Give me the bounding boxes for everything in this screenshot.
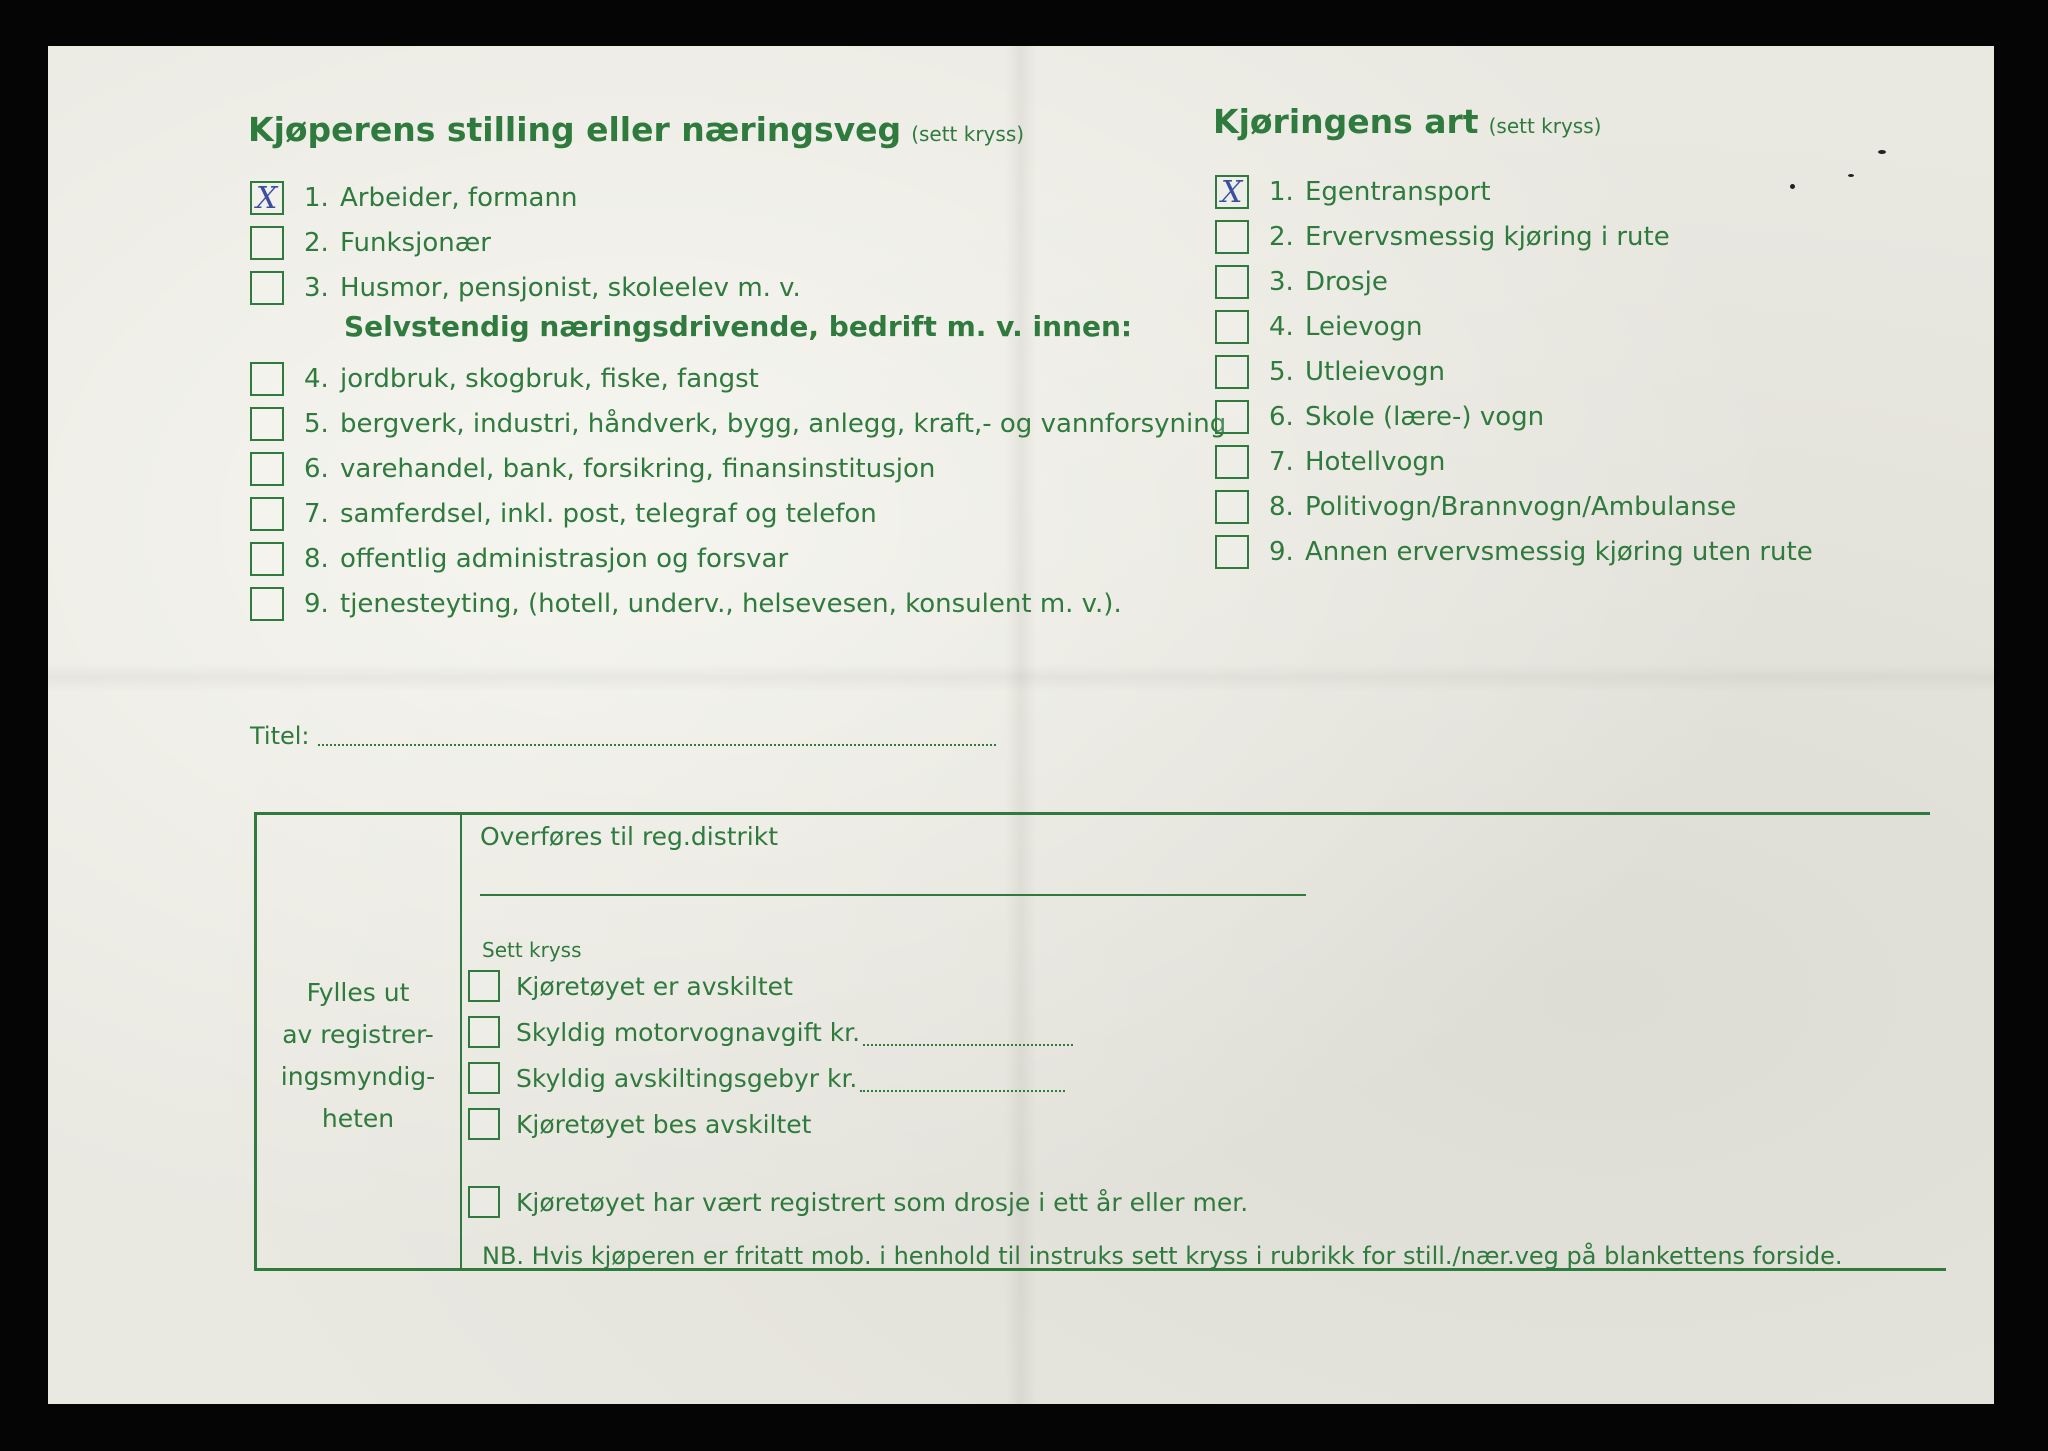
sett-kryss-label: Sett kryss: [482, 938, 582, 962]
checkbox[interactable]: [468, 1108, 500, 1140]
checkbox[interactable]: [250, 181, 284, 215]
option-label: Husmor, pensjonist, skoleelev m. v.: [340, 273, 801, 303]
checkbox[interactable]: [1215, 175, 1249, 209]
checkbox[interactable]: [468, 1062, 500, 1094]
option-label: Politivogn/Brannvogn/Ambulanse: [1305, 492, 1737, 522]
driving-option-4[interactable]: 4. Leievogn: [1215, 307, 1423, 347]
driving-option-3[interactable]: 3. Drosje: [1215, 262, 1388, 302]
buyer-occupation-heading: Kjøperens stilling eller næringsveg (sett kryss): [248, 110, 1025, 149]
occupation-option-2[interactable]: 2. Funksjonær: [250, 223, 491, 263]
occupation-option-3[interactable]: 3. Husmor, pensjonist, skoleelev m. v.: [250, 268, 801, 308]
option-label: Hotellvogn: [1305, 447, 1446, 477]
checkbox[interactable]: [1215, 400, 1249, 434]
ink-speck: [1790, 184, 1795, 189]
option-request-deregistration[interactable]: Kjøretøyet bes avskiltet: [468, 1108, 811, 1140]
option-label: Funksjonær: [340, 228, 491, 258]
ink-speck: [1848, 174, 1854, 177]
checkbox[interactable]: [250, 542, 284, 576]
motor-tax-amount-line[interactable]: [863, 1044, 1073, 1046]
checkbox[interactable]: [1215, 310, 1249, 344]
driving-option-7[interactable]: 7. Hotellvogn: [1215, 442, 1445, 482]
checkbox[interactable]: [250, 226, 284, 260]
checkbox[interactable]: [1215, 220, 1249, 254]
driving-option-1[interactable]: X 1. Egentransport: [1215, 172, 1491, 212]
occupation-option-7[interactable]: 7. samferdsel, inkl. post, telegraf og telefon: [250, 494, 877, 534]
ink-speck: [1878, 150, 1886, 154]
option-label: Ervervsmessig kjøring i rute: [1305, 222, 1670, 252]
option-registered-as-taxi[interactable]: Kjøretøyet har vært registrert som drosje i ett år eller mer.: [468, 1186, 1248, 1218]
checkbox[interactable]: [250, 362, 284, 396]
option-label: Utleievogn: [1305, 357, 1445, 387]
driving-option-2[interactable]: 2. Ervervsmessig kjøring i rute: [1215, 217, 1670, 257]
checkbox[interactable]: [1215, 445, 1249, 479]
checkbox[interactable]: [250, 271, 284, 305]
option-label: Drosje: [1305, 267, 1388, 297]
transfer-district-label: Overføres til reg.distrikt: [480, 822, 779, 851]
option-label: jordbruk, skogbruk, fiske, fangst: [340, 364, 759, 394]
occupation-option-5[interactable]: 5. bergverk, industri, håndverk, bygg, anlegg, kraft,- og vannforsyning: [250, 404, 1226, 444]
transfer-district-input-line[interactable]: [480, 894, 1306, 896]
driving-type-heading: Kjøringens art (sett kryss): [1213, 102, 1602, 141]
occupation-option-6[interactable]: 6. varehandel, bank, forsikring, finansinstitusjon: [250, 449, 935, 489]
checkbox[interactable]: [250, 497, 284, 531]
form-sheet: [48, 46, 1994, 1404]
driving-option-6[interactable]: 6. Skole (lære-) vogn: [1215, 397, 1544, 437]
nb-note: NB. Hvis kjøperen er fritatt mob. i henhold til instruks sett kryss i rubrikk for still./nær.veg på blankettens forside.: [482, 1242, 1843, 1270]
option-label: Egentransport: [1305, 177, 1491, 207]
occupation-option-8[interactable]: 8. offentlig administrasjon og forsvar: [250, 539, 788, 579]
checkbox[interactable]: [1215, 490, 1249, 524]
checkbox[interactable]: [250, 407, 284, 441]
option-label: samferdsel, inkl. post, telegraf og telefon: [340, 499, 877, 529]
table-top-border: [254, 812, 1930, 815]
option-label: Annen ervervsmessig kjøring uten rute: [1305, 537, 1813, 567]
fee-amount-line[interactable]: [860, 1090, 1065, 1092]
table-left-border: [254, 812, 257, 1270]
option-label: Arbeider, formann: [340, 183, 578, 213]
option-label: tjenesteyting, (hotell, underv., helsevesen, konsulent m. v.).: [340, 589, 1122, 619]
handwritten-check-mark: X: [256, 181, 278, 216]
checkbox[interactable]: [1215, 535, 1249, 569]
checkbox[interactable]: [468, 1186, 500, 1218]
option-label: bergverk, industri, håndverk, bygg, anlegg, kraft,- og vannforsyning: [340, 409, 1227, 439]
option-motor-tax-owed[interactable]: Skyldig motorvognavgift kr.: [468, 1016, 860, 1048]
driving-option-5[interactable]: 5. Utleievogn: [1215, 352, 1445, 392]
self-employed-subheading: Selvstendig næringsdrivende, bedrift m. v. innen:: [344, 310, 1133, 343]
option-label: varehandel, bank, forsikring, finansinstitusjon: [340, 454, 936, 484]
table-column-divider: [460, 812, 462, 1270]
title-input-line[interactable]: [318, 744, 996, 746]
checkbox[interactable]: [1215, 265, 1249, 299]
filled-by-authority-label: Fylles ut av registrer- ingsmyndig- heten: [280, 978, 436, 1133]
checkbox[interactable]: [250, 452, 284, 486]
option-deregistration-fee-owed[interactable]: Skyldig avskiltingsgebyr kr.: [468, 1062, 857, 1094]
option-label: offentlig administrasjon og forsvar: [340, 544, 789, 574]
driving-option-9[interactable]: 9. Annen ervervsmessig kjøring uten rute: [1215, 532, 1813, 572]
occupation-option-4[interactable]: 4. jordbruk, skogbruk, fiske, fangst: [250, 359, 759, 399]
checkbox[interactable]: [468, 1016, 500, 1048]
option-deregistered[interactable]: Kjøretøyet er avskiltet: [468, 970, 793, 1002]
driving-option-8[interactable]: 8. Politivogn/Brannvogn/Ambulanse: [1215, 487, 1736, 527]
occupation-option-9[interactable]: 9. tjenesteyting, (hotell, underv., helsevesen, konsulent m. v.).: [250, 584, 1122, 624]
option-label: Skole (lære-) vogn: [1305, 402, 1545, 432]
checkbox[interactable]: [1215, 355, 1249, 389]
handwritten-check-mark: X: [1221, 175, 1243, 210]
occupation-option-1[interactable]: X 1. Arbeider, formann: [250, 178, 577, 218]
option-label: Leievogn: [1305, 312, 1423, 342]
title-label: Titel:: [250, 722, 310, 750]
checkbox[interactable]: [468, 970, 500, 1002]
checkbox[interactable]: [250, 587, 284, 621]
